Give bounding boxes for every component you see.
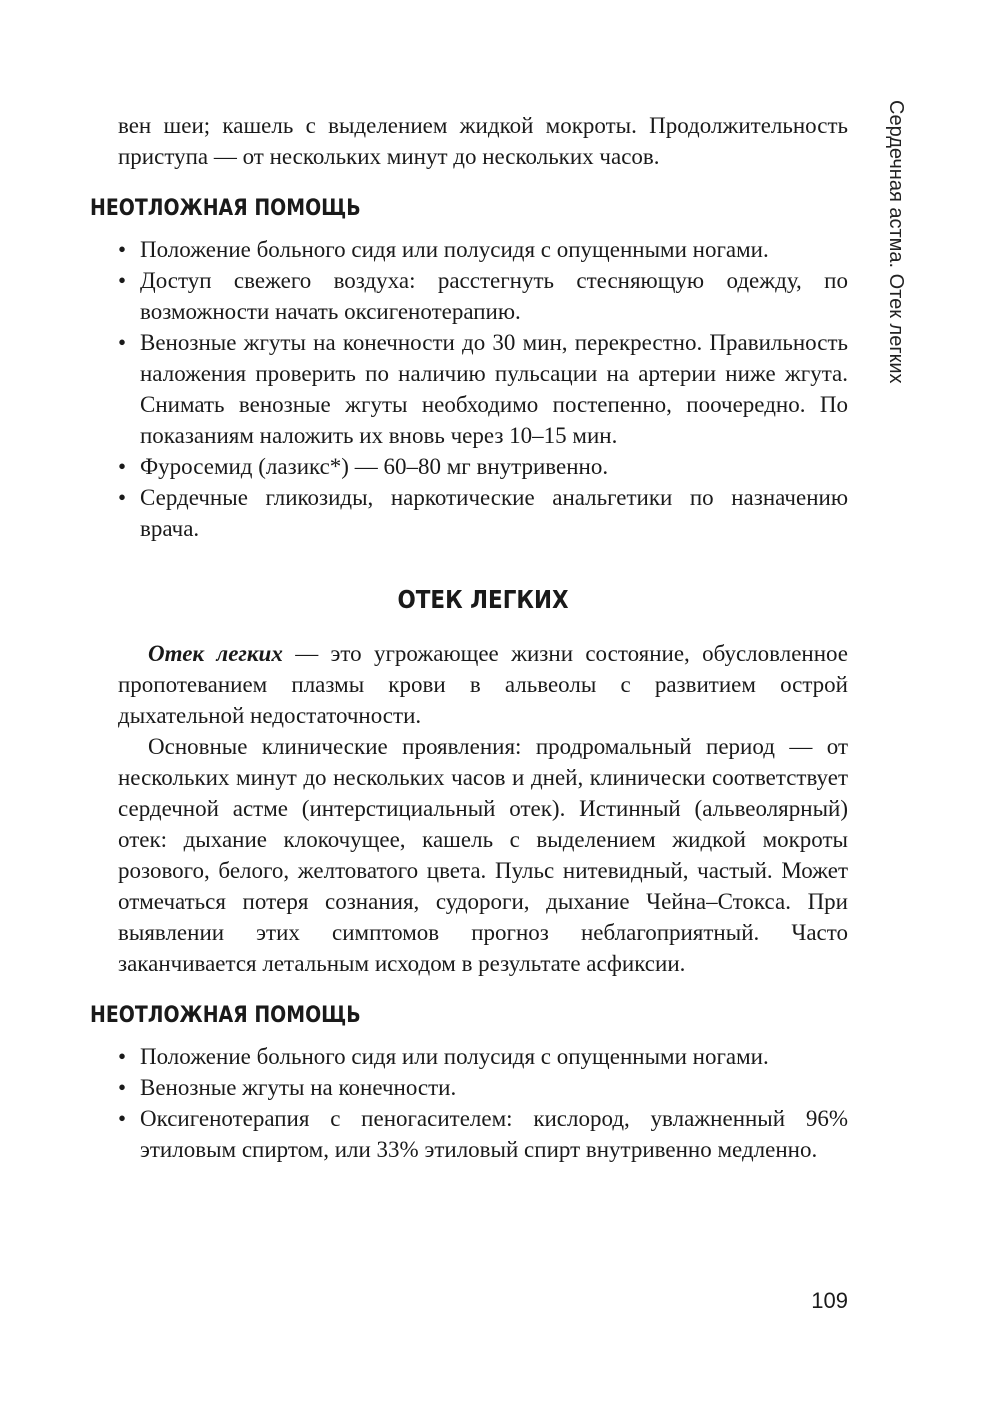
emergency-help-heading-1: НЕОТЛОЖНАЯ ПОМОЩЬ <box>90 196 361 221</box>
definition-term: Отек легких <box>148 641 283 666</box>
bullet-icon: • <box>118 330 127 355</box>
list-item-text: Венозные жгуты на конечности. <box>140 1075 457 1100</box>
definition-text: — это угрожающее жизни состояние, обусловленное пропотеванием плазмы крови в альвеолы с развитием острой дыхательной недостаточности. <box>118 641 849 728</box>
running-header: Сердечная астма. Отек легких <box>885 100 907 384</box>
list-item-text: Положение больного сидя или полусидя с опущенными ногами. <box>140 1044 769 1069</box>
list-item <box>118 1103 848 1165</box>
bullet-icon: • <box>118 1075 127 1100</box>
bullet-icon: • <box>118 268 127 293</box>
list-item-text: Оксигенотерапия с пеногасителем: кислород, увлажненный 96% этиловым спиртом, или 33% этиловый спирт внутривенно медленно. <box>140 1106 848 1162</box>
page-number: 109 <box>811 1288 848 1313</box>
bullet-icon: • <box>118 1044 127 1069</box>
list-item <box>118 234 848 265</box>
list-item-text: Венозные жгуты на конечности до 30 мин, перекрестно. Правильность наложения проверить по наличию пульсации на артерии ниже жгута. Снимать венозные жгуты необходимо постепенно, поочередно. По показаниям наложить их вновь через 10–15 мин. <box>140 330 848 448</box>
list-item <box>118 482 848 544</box>
list-item-text: Фуросемид (лазикс*) — 60–80 мг внутривенно. <box>140 454 609 479</box>
list-item <box>118 451 848 482</box>
bullet-icon: • <box>118 237 127 262</box>
list-item-text: Доступ свежего воздуха: расстегнуть стесняющую одежду, по возможности начать оксигенотерапию. <box>140 268 848 324</box>
section-title: ОТЕК ЛЕГКИХ <box>397 585 569 614</box>
clinical-paragraph: Основные клинические проявления: продромальный период — от нескольких минут до нескольких часов и дней, клинически соответствует сердечной астме (интерстициальный отек). Истинный (альвеолярный) отек: дыхание клокочущее, кашель с выделением жидкой мокроты розового, белого, желтоватого цвета. Пульс нитевидный, частый. Может отмечаться потеря сознания, судороги, дыхание Чейна–Стокса. При выявлении этих симптомов прогноз неблагоприятный. Часто заканчивается летальным исходом в результате асфиксии. <box>118 734 848 976</box>
emergency-help-list-1 <box>118 234 848 544</box>
list-item-text: Сердечные гликозиды, наркотические анальгетики по назначению врача. <box>140 485 848 541</box>
emergency-help-heading-2: НЕОТЛОЖНАЯ ПОМОЩЬ <box>90 1003 361 1028</box>
list-item <box>118 265 848 327</box>
bullet-icon: • <box>118 485 127 510</box>
list-item <box>118 327 848 451</box>
definition-paragraph <box>118 638 848 731</box>
bullet-icon: • <box>118 454 127 479</box>
emergency-help-list-2 <box>118 1041 848 1165</box>
list-item <box>118 1072 848 1103</box>
bullet-icon: • <box>118 1106 127 1131</box>
intro-paragraph: вен шеи; кашель с выделением жидкой мокроты. Продолжительность приступа — от нескольких минут до нескольких часов. <box>118 113 848 169</box>
page-content <box>90 110 849 1165</box>
list-item <box>118 1041 848 1072</box>
list-item-text: Положение больного сидя или полусидя с опущенными ногами. <box>140 237 769 262</box>
